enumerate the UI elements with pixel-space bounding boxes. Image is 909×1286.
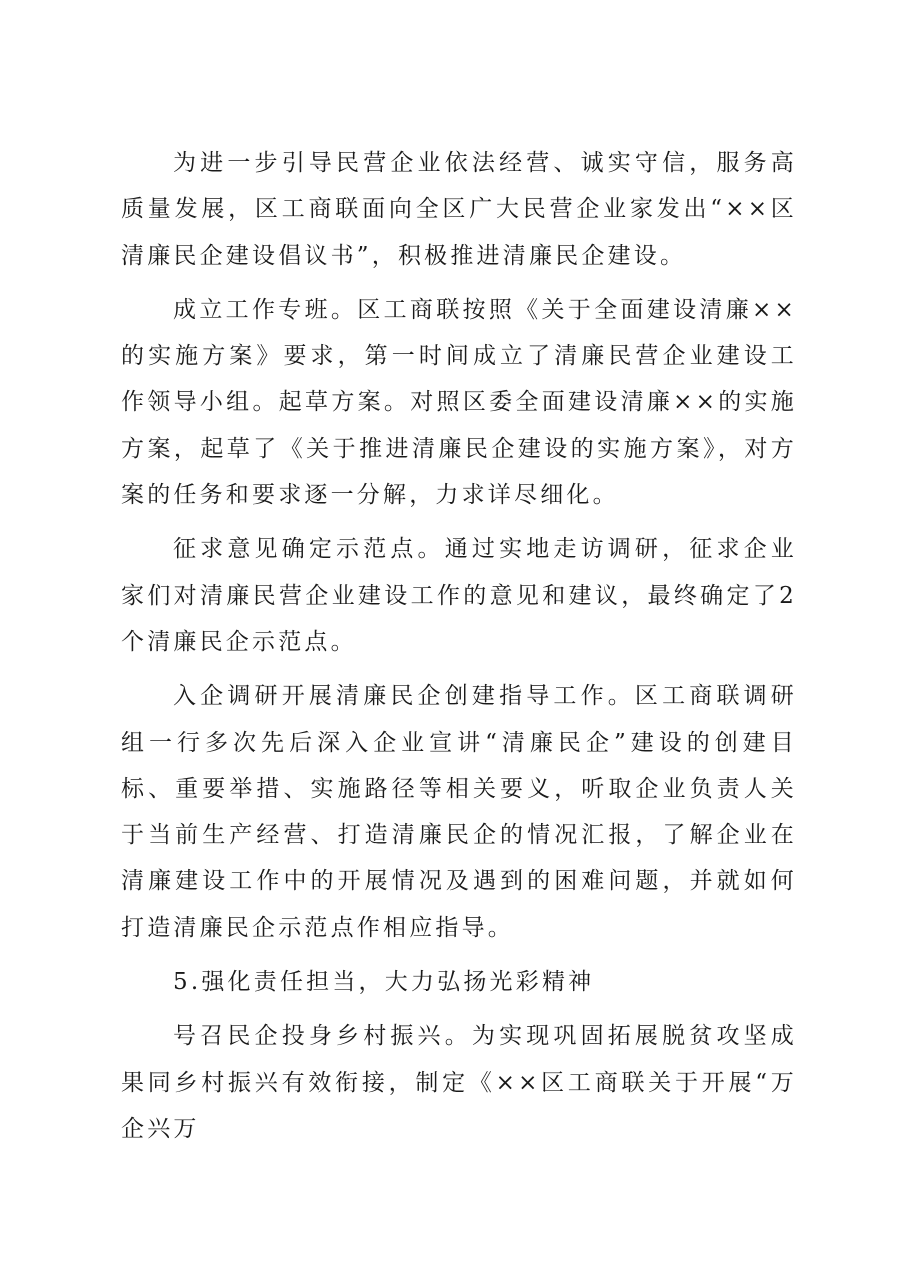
paragraph-work-team: 成立工作专班。区工商联按照《关于全面建设清廉××的实施方案》要求，第一时间成立了清廉民营企业建设工作领导小组。起草方案。对照区委全面建设清廉××的实施方案，起草了《关于推进清廉民企建设的实施方案》，对方案的任务和要求逐一分解，力求详尽细化。 — [121, 296, 797, 509]
paragraph-intro: 为进一步引导民营企业依法经营、诚实守信，服务高质量发展，区工商联面向全区广大民营企业家发出“××区清廉民企建设倡议书”，积极推进清廉民企建设。 — [121, 150, 797, 269]
paragraph-enterprise-research: 入企调研开展清廉民企创建指导工作。区工商联调研组一行多次先后深入企业宣讲“清廉民企”建设的创建目标、重要举措、实施路径等相关要义，听取企业负责人关于当前生产经营、打造清廉民企的情况汇报，了解企业在清廉建设工作中的开展情况及遇到的困难问题，并就如何打造清廉民企示范点作相应指导。 — [121, 683, 797, 941]
document-body — [121, 140, 797, 1160]
paragraph-rural-revitalization: 号召民企投身乡村振兴。为实现巩固拓展脱贫攻坚成果同乡村振兴有效衔接，制定《××区工商联关于开展“万企兴万 — [121, 1023, 797, 1142]
section-heading: 5.强化责任担当，大力弘扬光彩精神 — [173, 969, 595, 996]
paragraph-demonstration-sites: 征求意见确定示范点。通过实地走访调研，征求企业家们对清廉民营企业建设工作的意见和建议，最终确定了2个清廉民企示范点。 — [121, 536, 797, 655]
